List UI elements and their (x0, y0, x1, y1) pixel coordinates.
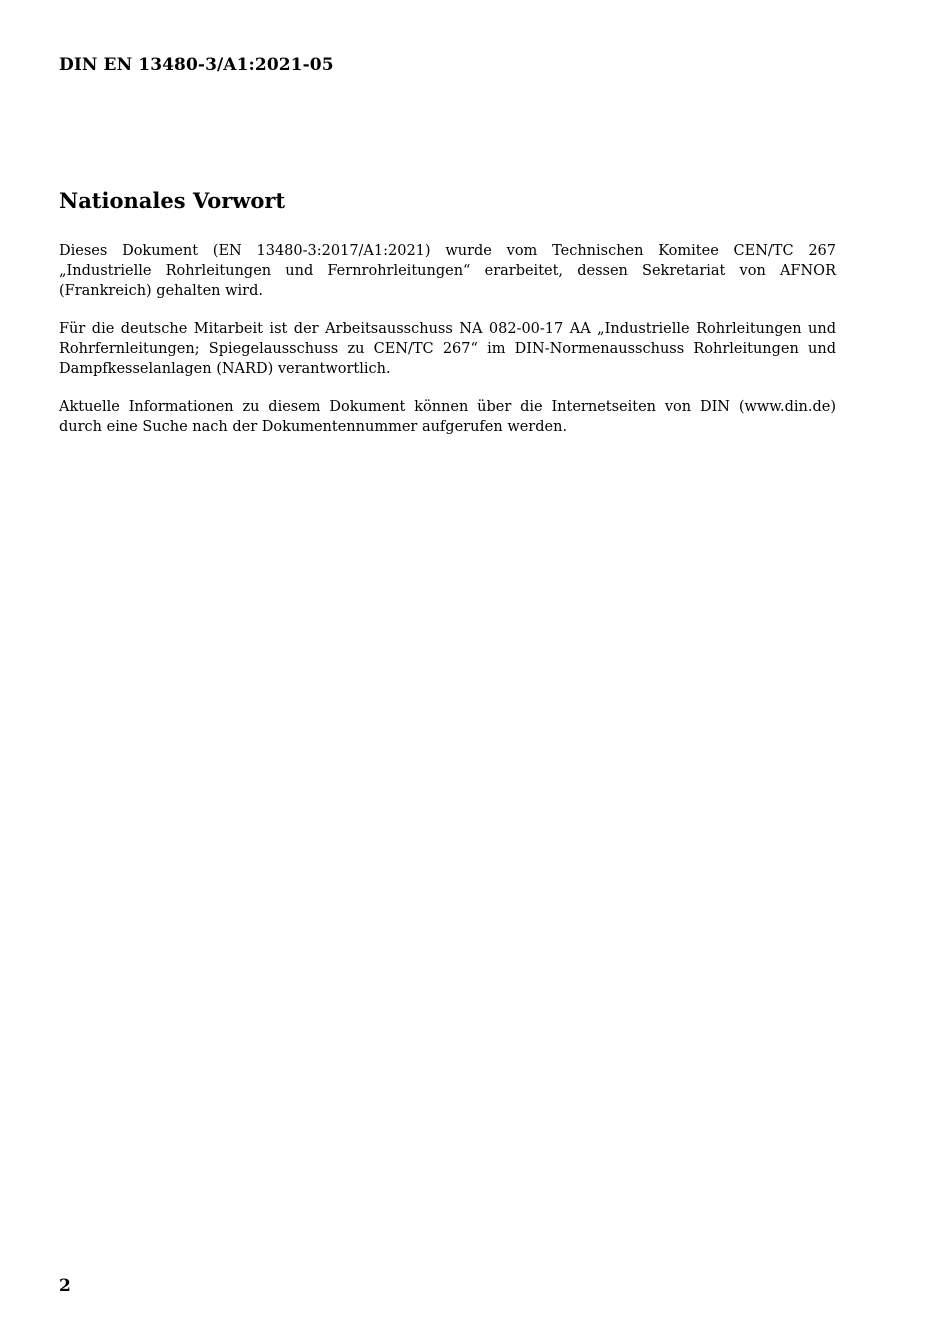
page-number: 2 (59, 1276, 71, 1296)
document-id-header: DIN EN 13480-3/A1:2021-05 (59, 55, 334, 75)
paragraph-information: Aktuelle Informationen zu diesem Dokument können über die Internetseiten von DIN (www.din.de) durch eine Suche nach der Dokumentennummer aufgerufen werden. (59, 399, 836, 435)
section-title: Nationales Vorwort (59, 188, 286, 213)
paragraph-working-committee: Für die deutsche Mitarbeit ist der Arbeitsausschuss NA 082-00-17 AA „Industrielle Rohrleitungen und Rohrfernleitungen; Spiegelausschuss zu CEN/TC 267“ im DIN-Normenausschuss Rohrleitungen und Dampfkesselanlagen (NARD) verantwortlich. (59, 321, 836, 377)
paragraph-committee: Dieses Dokument (EN 13480-3:2017/A1:2021) wurde vom Technischen Komitee CEN/TC 267 „Industrielle Rohrleitungen und Fernrohrleitungen“ erarbeitet, dessen Sekretariat von AFNOR (Frankreich) gehalten wird. (59, 243, 836, 299)
foreword-body (59, 241, 836, 455)
